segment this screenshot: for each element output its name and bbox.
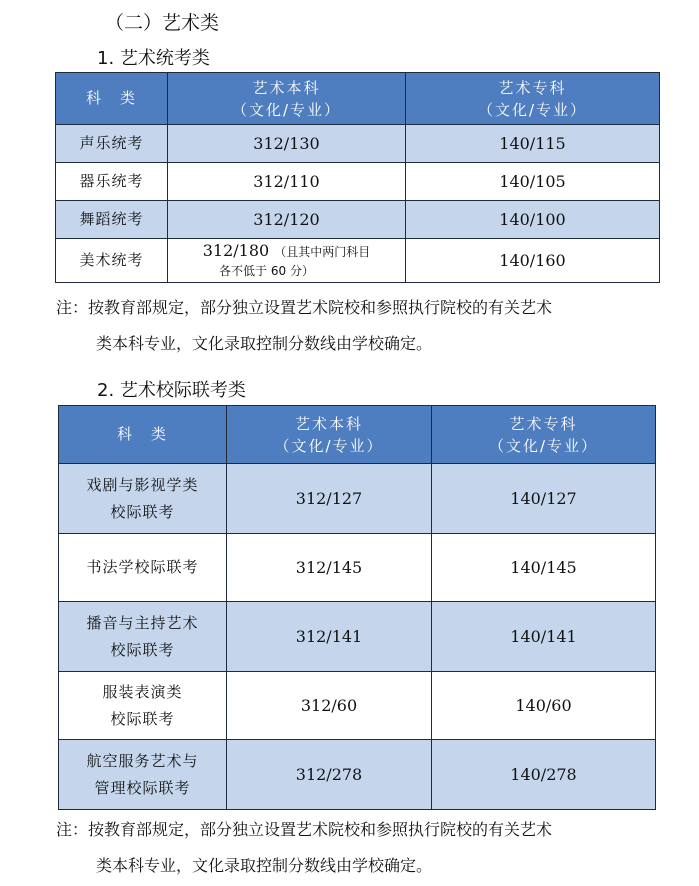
row-category xyxy=(59,534,227,602)
part2-note xyxy=(56,812,676,884)
row-bachelor-score xyxy=(168,239,406,283)
row-category-line1: 播音与主持艺术 xyxy=(86,613,199,632)
row-bachelor-score: 312/127 xyxy=(227,464,432,534)
row-category xyxy=(59,602,227,672)
row-category-line1: 服装表演类 xyxy=(102,682,183,701)
header-college-line1: 艺术专科 xyxy=(509,414,578,433)
row-category xyxy=(59,672,227,740)
header-bachelor xyxy=(227,406,432,464)
row-bachelor-score: 312/120 xyxy=(168,201,406,239)
header-bachelor-line2: （文化/专业） xyxy=(274,436,384,455)
header-college-line2: （文化/专业） xyxy=(488,436,599,455)
row-category-line2: 管理校际联考 xyxy=(94,778,191,797)
row-category: 舞蹈统考 xyxy=(56,201,168,239)
header-category: 科 类 xyxy=(59,406,227,464)
row-bachelor-score: 312/278 xyxy=(227,740,432,810)
table-row xyxy=(59,602,656,672)
table-row xyxy=(59,534,656,602)
table-row xyxy=(56,125,660,163)
table-row xyxy=(56,201,660,239)
row-category xyxy=(59,740,227,810)
row-college-score: 140/160 xyxy=(406,239,660,283)
header-college-line1: 艺术专科 xyxy=(498,78,567,97)
row-college-score: 140/105 xyxy=(406,163,660,201)
row-category-line2: 校际联考 xyxy=(110,709,175,728)
row-college-score: 140/60 xyxy=(432,672,656,740)
table-row xyxy=(59,740,656,810)
header-bachelor-line2: （文化/专业） xyxy=(231,100,342,119)
part1-note xyxy=(56,290,676,362)
table-row xyxy=(59,464,656,534)
row-bachelor-note-line1: （且其中两门科目 xyxy=(274,245,371,259)
row-category: 美术统考 xyxy=(56,239,168,283)
row-category: 器乐统考 xyxy=(56,163,168,201)
part2-note-line2: 类本科专业，文化录取控制分数线由学校确定。 xyxy=(96,856,433,875)
part2-title: 2. 艺术校际联考类 xyxy=(97,380,246,401)
row-college-score: 140/145 xyxy=(432,534,656,602)
row-bachelor-score: 312/110 xyxy=(168,163,406,201)
row-college-score: 140/278 xyxy=(432,740,656,810)
row-bachelor-score: 312/141 xyxy=(227,602,432,672)
row-bachelor-score: 312/60 xyxy=(227,672,432,740)
art-joint-exam-table xyxy=(58,405,656,810)
row-bachelor-score: 312/130 xyxy=(168,125,406,163)
header-bachelor xyxy=(168,73,406,125)
row-category-line2: 校际联考 xyxy=(110,640,175,659)
row-category xyxy=(59,464,227,534)
art-unified-exam-table xyxy=(55,72,660,283)
header-college xyxy=(432,406,656,464)
row-category: 声乐统考 xyxy=(56,125,168,163)
header-college-line2: （文化/专业） xyxy=(477,100,588,119)
row-college-score: 140/100 xyxy=(406,201,660,239)
header-bachelor-line1: 艺术本科 xyxy=(252,78,321,97)
header-category: 科 类 xyxy=(56,73,168,125)
row-college-score: 140/127 xyxy=(432,464,656,534)
table-row xyxy=(59,672,656,740)
part1-note-line1: 注：按教育部规定，部分独立设置艺术院校和参照执行院校的有关艺术 xyxy=(56,298,553,317)
row-college-score: 140/141 xyxy=(432,602,656,672)
row-bachelor-score: 312/145 xyxy=(227,534,432,602)
header-college xyxy=(406,73,660,125)
part2-note-line1: 注：按教育部规定，部分独立设置艺术院校和参照执行院校的有关艺术 xyxy=(56,820,553,839)
part1-note-line2: 类本科专业，文化录取控制分数线由学校确定。 xyxy=(96,334,433,353)
table-row xyxy=(56,239,660,283)
section-title: （二）艺术类 xyxy=(105,12,220,34)
row-category-line1: 航空服务艺术与 xyxy=(86,751,199,770)
row-bachelor-score-value: 312/180 xyxy=(202,241,270,260)
table-row xyxy=(56,163,660,201)
row-college-score: 140/115 xyxy=(406,125,660,163)
row-category-line1: 书法学校际联考 xyxy=(86,558,199,576)
part1-title: 1. 艺术统考类 xyxy=(97,48,210,69)
header-bachelor-line1: 艺术本科 xyxy=(294,414,363,433)
row-category-line2: 校际联考 xyxy=(110,502,175,521)
row-bachelor-note-line2: 各不低于 60 分） xyxy=(219,264,314,278)
row-category-line1: 戏剧与影视学类 xyxy=(86,475,199,494)
